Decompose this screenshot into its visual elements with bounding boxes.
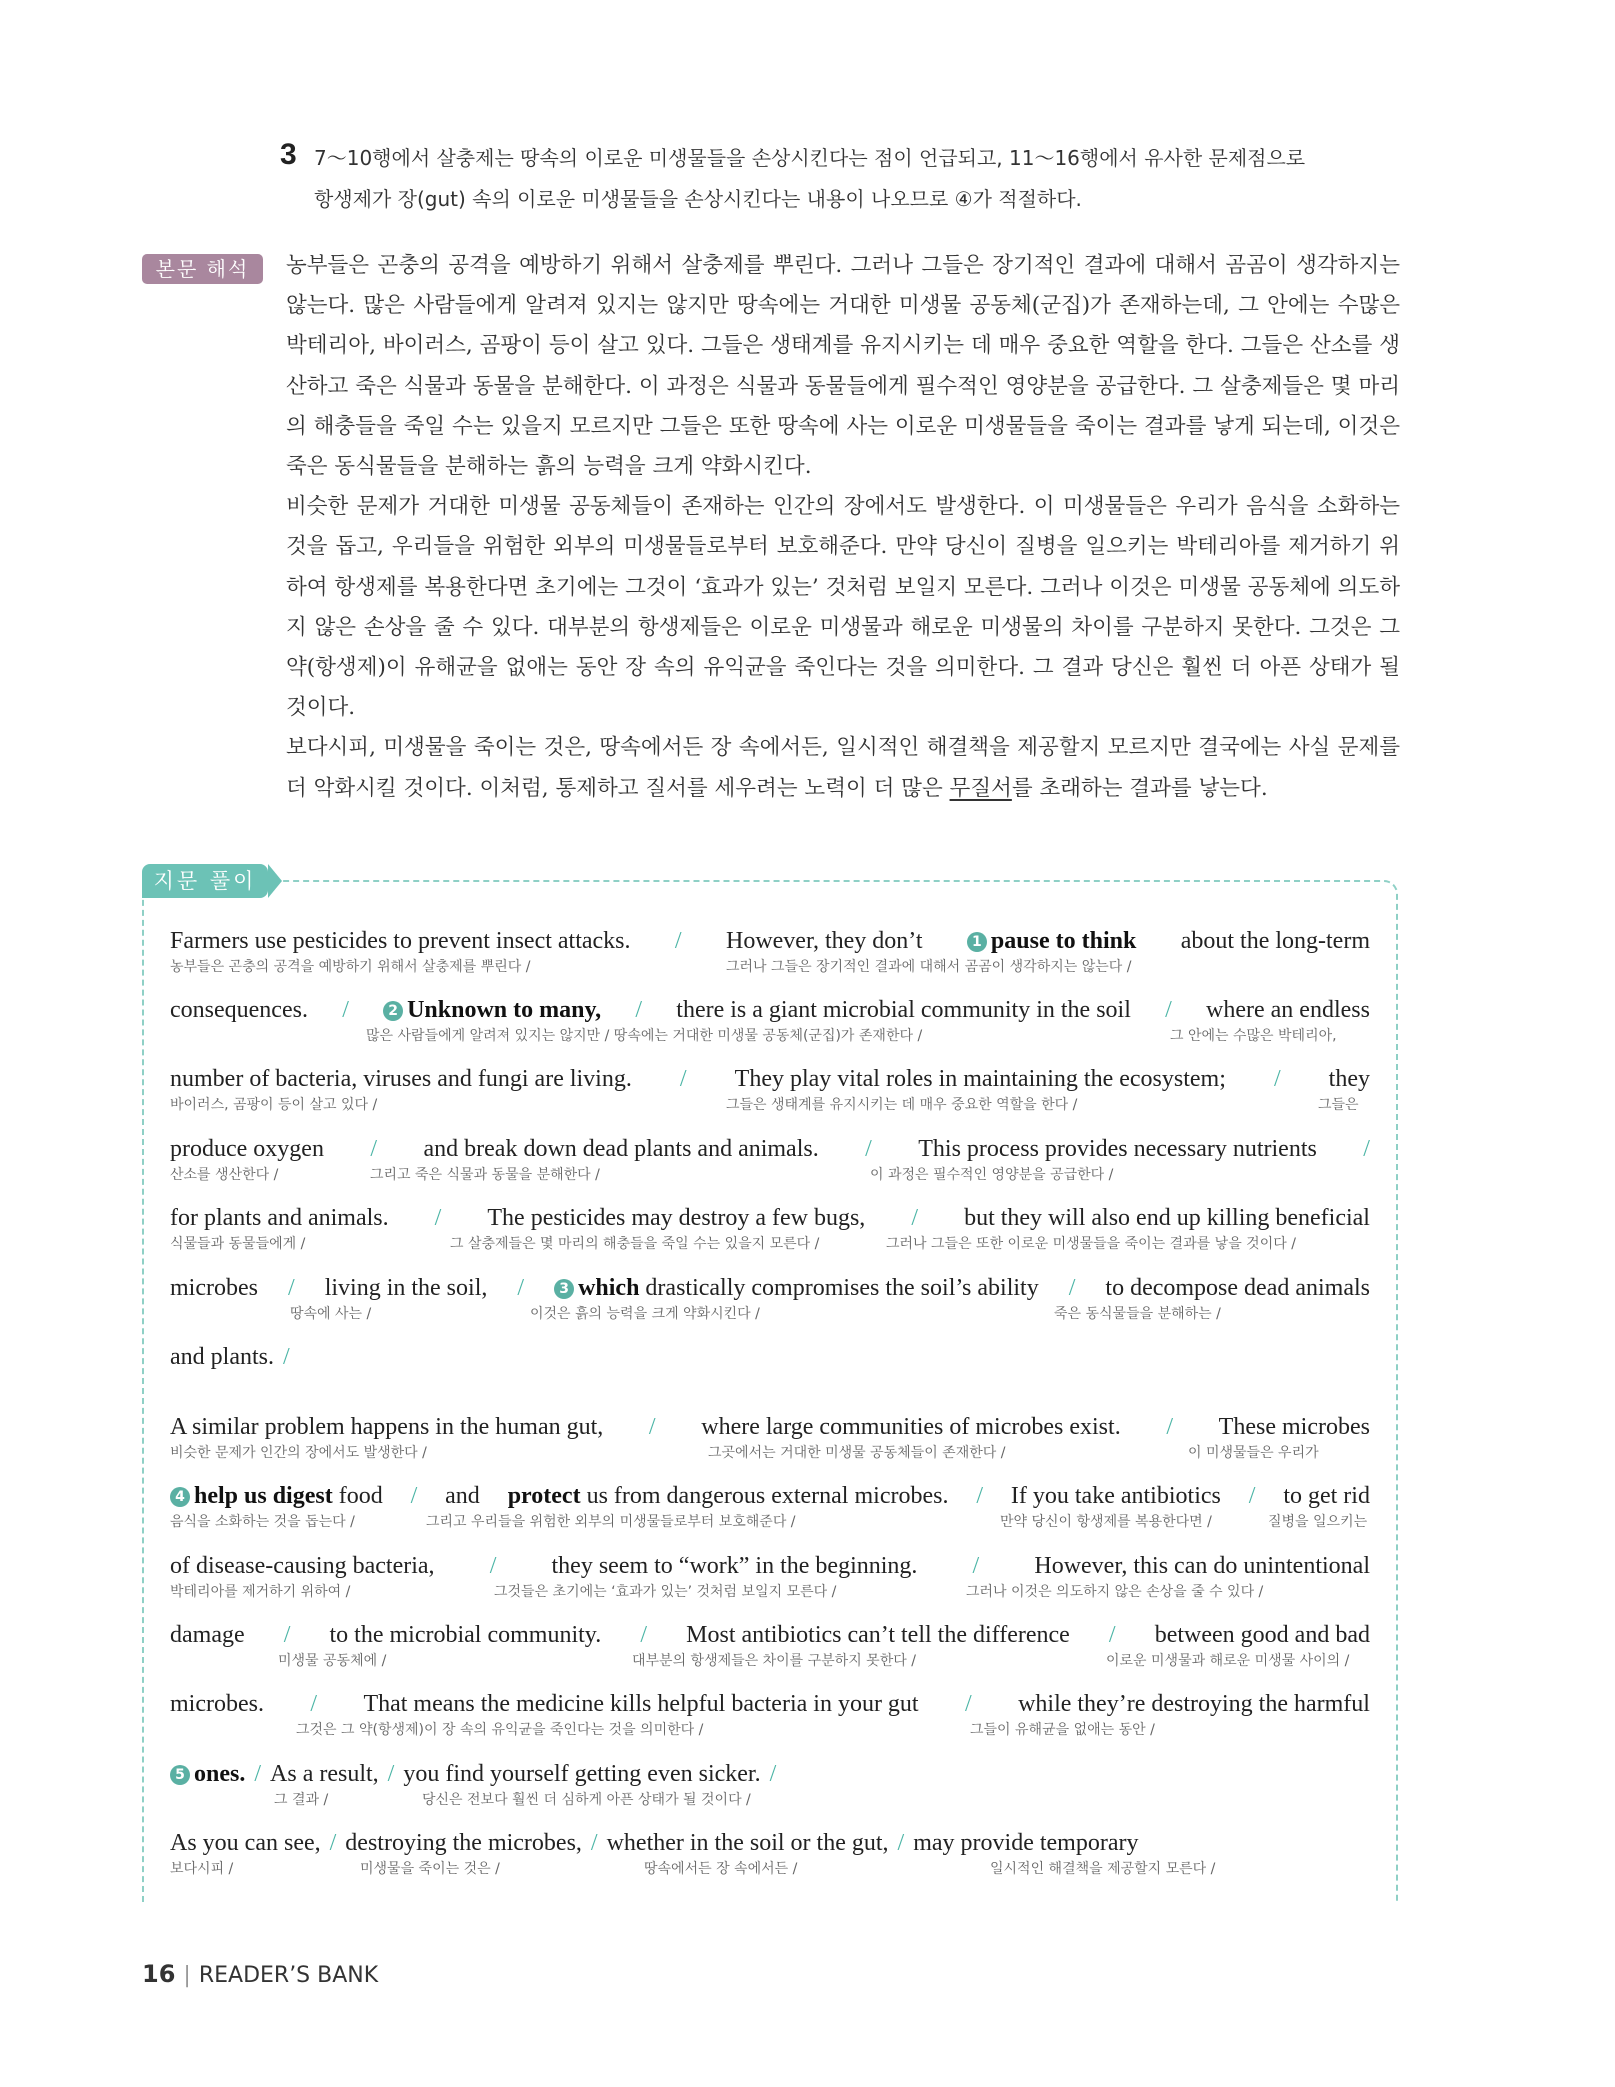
english-chunk: about the long-term xyxy=(1180,928,1370,954)
korean-gloss xyxy=(170,1858,1370,1880)
korean-gloss xyxy=(170,1789,1370,1811)
korean-chunk: 땅속에서든 장 속에서든 / xyxy=(644,1861,798,1877)
korean-chunk: 일시적인 해결책을 제공할지 모른다 / xyxy=(990,1861,1216,1877)
note-number-badge: 4 xyxy=(170,1487,190,1507)
chunk-slash: / xyxy=(342,997,349,1023)
korean-chunk: 질병을 일으키는 xyxy=(1268,1514,1368,1530)
korean-chunk: 그 결과 / xyxy=(274,1792,329,1808)
analysis-line xyxy=(170,1620,1370,1672)
korean-chunk: 땅속에 사는 / xyxy=(290,1306,372,1322)
analysis-line xyxy=(170,1481,1370,1533)
english-chunk: living in the soil, xyxy=(324,1275,488,1301)
english-sentence xyxy=(170,1273,1370,1303)
english-chunk: These microbes xyxy=(1218,1414,1370,1440)
korean-gloss xyxy=(170,1094,1370,1116)
english-chunk: A similar problem happens in the human gut, xyxy=(170,1414,604,1440)
key-phrase xyxy=(170,1759,245,1789)
english-chunk: consequences. xyxy=(170,997,308,1023)
analysis-tab: 지문 풀이 xyxy=(142,864,268,898)
english-chunk: damage xyxy=(170,1622,245,1648)
chunk-slash: / xyxy=(410,1483,418,1509)
english-chunk: microbes. xyxy=(170,1691,264,1717)
korean-gloss xyxy=(170,1025,1370,1047)
english-chunk: between good and bad xyxy=(1154,1622,1370,1648)
translation-p3-after: 를 초래하는 결과를 낳는다. xyxy=(1011,775,1268,801)
korean-chunk: 그 살충제들은 몇 마리의 해충들을 죽일 수는 있을지 모른다 / xyxy=(450,1236,820,1252)
english-chunk: they seem to “work” in the beginning. xyxy=(551,1553,918,1579)
english-chunk: but they will also end up killing beneficial xyxy=(964,1205,1370,1231)
translation-paragraph-3 xyxy=(286,728,1400,808)
analysis-line xyxy=(170,1273,1370,1325)
korean-chunk: 산소를 생산한다 / xyxy=(170,1167,279,1183)
english-sentence xyxy=(170,1342,1370,1372)
chunk-slash: / xyxy=(972,1553,980,1579)
analysis-line xyxy=(170,1064,1370,1116)
english-chunk: destroying the microbes, xyxy=(345,1830,582,1856)
korean-chunk: 그리고 우리들을 위험한 외부의 미생물들로부터 보호해준다 / xyxy=(426,1514,796,1530)
chunk-slash: / xyxy=(288,1275,295,1301)
english-chunk: number of bacteria, viruses and fungi are living. xyxy=(170,1066,632,1092)
english-chunk: to get rid xyxy=(1283,1483,1370,1509)
chunk-slash: / xyxy=(329,1830,337,1856)
english-chunk: As you can see, xyxy=(170,1830,321,1856)
english-sentence xyxy=(170,926,1370,956)
key-expression: ones. xyxy=(194,1761,246,1787)
analysis-line xyxy=(170,1203,1370,1255)
korean-chunk: 보다시피 / xyxy=(170,1861,234,1877)
english-chunk: whether in the soil or the gut, xyxy=(606,1830,889,1856)
note-number-badge: 3 xyxy=(554,1279,574,1299)
answer-number: 3 xyxy=(280,138,297,171)
answer-line-1: 7～10행에서 살충제는 땅속의 이로운 미생물들을 손상시킨다는 점이 언급되고, 11～16행에서 유사한 문제점으로 xyxy=(314,146,1306,170)
chunk-slash: / xyxy=(674,928,682,954)
key-expression: help us digest xyxy=(194,1483,333,1509)
translation-body xyxy=(286,246,1400,809)
chunk-slash: / xyxy=(254,1761,262,1787)
chunk-slash: / xyxy=(1166,1414,1174,1440)
korean-chunk: 농부들은 곤충의 공격을 예방하기 위해서 살충제를 뿌린다 / xyxy=(170,959,531,975)
translation-badge: 본문 해석 xyxy=(142,254,263,284)
english-sentence xyxy=(170,1064,1370,1094)
chunk-slash: / xyxy=(434,1205,442,1231)
korean-chunk: 그리고 죽은 식물과 동물을 분해한다 / xyxy=(370,1167,600,1183)
korean-gloss xyxy=(170,1650,1370,1672)
korean-chunk: 그것들은 초기에는 ‘효과가 있는’ 것처럼 보일지 모른다 / xyxy=(494,1584,837,1600)
english-chunk: to decompose dead animals xyxy=(1105,1275,1370,1301)
key-expression: which xyxy=(578,1275,640,1301)
note-number-badge: 5 xyxy=(170,1765,190,1785)
chunk-slash: / xyxy=(1273,1066,1281,1092)
page-footer xyxy=(142,1960,378,1988)
key-expression: protect xyxy=(507,1483,581,1509)
korean-chunk: 그것은 그 약(항생제)이 장 속의 유익균을 죽인다는 것을 의미한다 / xyxy=(296,1722,704,1738)
key-phrase xyxy=(967,926,1136,956)
translation-paragraph-2: 비슷한 문제가 거대한 미생물 공동체들이 존재하는 인간의 장에서도 발생한다. 이 미생물들은 우리가 음식을 소화하는 것을 돕고, 우리들을 위험한 외부의 미생물들로부터 보호해준다. 만약 당신이 질병을 일으키는 박테리아를 제거하기 위하여 항생제를 복용한다면 초기에는 그것이 ‘효과가 있는’ 것처럼 보일지 모른다. 그러나 이것은 미생물 공동체에 의도하지 않은 손상을 줄 수 있다. 대부분의 항생제들은 이로운 미생물과 해로운 미생물의 차이를 구분하지 못한다. 그것은 그 약(항생제)이 유해균을 없애는 동안 장 속의 유익균을 죽인다는 것을 의미한다. 그 결과 당신은 훨씬 더 아픈 상태가 될 것이다. xyxy=(286,494,1400,721)
key-phrase: 4 help us digest food xyxy=(170,1481,383,1511)
korean-chunk: 만약 당신이 항생제를 복용한다면 / xyxy=(1000,1514,1212,1530)
english-chunk: They play vital roles in maintaining the ecosystem; xyxy=(734,1066,1226,1092)
chunk-slash: / xyxy=(282,1344,290,1370)
korean-chunk: 그 안에는 수많은 박테리아, xyxy=(1170,1028,1337,1044)
key-expression: pause to think xyxy=(990,928,1137,954)
english-chunk: you find yourself getting even sicker. xyxy=(403,1761,761,1787)
analysis-line xyxy=(170,1134,1370,1186)
analysis-line xyxy=(170,1759,1370,1811)
key-phrase: protect us from dangerous external microbes. xyxy=(507,1483,949,1509)
english-chunk: Farmers use pesticides to prevent insect attacks. xyxy=(170,928,631,954)
english-chunk: may provide temporary xyxy=(913,1830,1139,1856)
korean-chunk: 그러나 그들은 또한 이로운 미생물들을 죽이는 결과를 낳을 것이다 / xyxy=(886,1236,1296,1252)
english-sentence xyxy=(170,1828,1370,1858)
english-chunk: and xyxy=(445,1483,480,1509)
english-chunk: where large communities of microbes exist. xyxy=(701,1414,1121,1440)
korean-chunk: 비슷한 문제가 인간의 장에서도 발생한다 / xyxy=(170,1445,427,1461)
analysis-line xyxy=(170,1342,1370,1394)
key-phrase: 3 which drastically compromises the soil’s ability xyxy=(554,1273,1039,1303)
chunk-slash: / xyxy=(1068,1275,1076,1301)
analysis-line xyxy=(170,995,1370,1047)
english-sentence xyxy=(170,995,1370,1025)
korean-chunk: 그러나 그들은 장기적인 결과에 대해서 곰곰이 생각하지는 않는다 / xyxy=(726,959,1132,975)
korean-chunk: 그들이 유해균을 없애는 동안 / xyxy=(970,1722,1155,1738)
english-chunk: The pesticides may destroy a few bugs, xyxy=(487,1205,866,1231)
chunk-slash: / xyxy=(865,1136,872,1162)
english-chunk: and plants. xyxy=(170,1344,274,1370)
korean-chunk: 식물들과 동물들에게 / xyxy=(170,1236,306,1252)
korean-gloss xyxy=(170,1164,1370,1186)
korean-chunk: 미생물을 죽이는 것은 / xyxy=(360,1861,500,1877)
english-sentence xyxy=(170,1620,1370,1650)
key-expression: Unknown to many, xyxy=(407,997,602,1023)
chunk-slash: / xyxy=(489,1553,497,1579)
korean-gloss xyxy=(170,1581,1370,1603)
english-sentence xyxy=(170,1551,1370,1581)
chunk-slash: / xyxy=(976,1483,984,1509)
english-chunk: produce oxygen xyxy=(170,1136,324,1162)
chunk-slash: / xyxy=(1165,997,1172,1023)
korean-chunk: 이것은 흙의 능력을 크게 약화시킨다 / xyxy=(530,1306,760,1322)
english-chunk: for plants and animals. xyxy=(170,1205,389,1231)
chunk-slash: / xyxy=(897,1830,905,1856)
korean-chunk: 이 과정은 필수적인 영양분을 공급한다 / xyxy=(870,1167,1114,1183)
book-title: READER’S BANK xyxy=(198,1963,379,1988)
english-sentence xyxy=(170,1134,1370,1164)
analysis-line xyxy=(170,1551,1370,1603)
english-chunk: However, this can do unintentional xyxy=(1034,1553,1370,1579)
translation-paragraph-1: 농부들은 곤충의 공격을 예방하기 위해서 살충제를 뿌린다. 그러나 그들은 장기적인 결과에 대해서 곰곰이 생각하지는 않는다. 많은 사람들에게 알려져 있지는 않지만 땅속에는 거대한 미생물 공동체(군집)가 존재하는데, 그 안에는 수많은 박테리아, 바이러스, 곰팡이 등이 살고 있다. 그들은 생태계를 유지시키는 데 매우 중요한 역할을 한다. 그들은 산소를 생산하고 죽은 식물과 동물을 분해한다. 이 과정은 식물과 동물들에게 필수적인 영양분을 공급한다. 그 살충제들은 몇 마리의 해충들을 죽일 수는 있을지 모르지만 그들은 또한 땅속에 사는 이로운 미생물들을 죽이는 결과를 낳게 되는데, 이것은 죽은 동식물들을 분해하는 흙의 능력을 크게 약화시킨다. xyxy=(286,253,1400,480)
chunk-slash: / xyxy=(590,1830,598,1856)
english-chunk: of disease-causing bacteria, xyxy=(170,1553,435,1579)
key-phrase xyxy=(383,995,601,1025)
english-sentence xyxy=(170,1203,1370,1233)
chunk-slash: / xyxy=(635,997,643,1023)
korean-chunk: 이로운 미생물과 해로운 미생물 사이의 / xyxy=(1106,1653,1350,1669)
english-chunk: while they’re destroying the harmful xyxy=(1018,1691,1370,1717)
korean-gloss xyxy=(170,1511,1370,1533)
chunk-slash: / xyxy=(911,1205,919,1231)
korean-chunk: 음식을 소화하는 것을 돕는다 / xyxy=(170,1514,355,1530)
english-chunk: Most antibiotics can’t tell the difference xyxy=(686,1622,1070,1648)
analysis-line xyxy=(170,1412,1370,1464)
korean-gloss xyxy=(170,956,1370,978)
chunk-slash: / xyxy=(769,1761,777,1787)
chunk-slash: / xyxy=(965,1691,972,1717)
korean-chunk: 그러나 이것은 의도하지 않은 손상을 줄 수 있다 / xyxy=(966,1584,1264,1600)
english-chunk: they xyxy=(1328,1066,1370,1092)
english-chunk: If you take antibiotics xyxy=(1010,1483,1221,1509)
korean-chunk: 박테리아를 제거하기 위하여 / xyxy=(170,1584,351,1600)
answer-line-2: 항생제가 장(gut) 속의 이로운 미생물들을 손상시킨다는 내용이 나오므로 ④가 적절하다. xyxy=(314,187,1082,211)
chunk-slash: / xyxy=(370,1136,378,1162)
chunk-slash: / xyxy=(1363,1136,1370,1162)
chunk-slash: / xyxy=(1248,1483,1256,1509)
korean-chunk: 그들은 xyxy=(1318,1097,1359,1113)
english-sentence xyxy=(170,1689,1370,1719)
english-chunk: microbes xyxy=(170,1275,258,1301)
korean-chunk: 그곳에서는 거대한 미생물 공동체들이 존재한다 / xyxy=(708,1445,1006,1461)
chunk-slash: / xyxy=(1108,1622,1116,1648)
chunk-slash: / xyxy=(310,1691,318,1717)
korean-chunk: 미생물 공동체에 / xyxy=(278,1653,387,1669)
chunk-slash: / xyxy=(283,1622,291,1648)
korean-gloss xyxy=(170,1303,1370,1325)
korean-gloss xyxy=(170,1442,1370,1464)
english-sentence xyxy=(170,1412,1370,1442)
english-chunk: there is a giant microbial community in the soil xyxy=(676,997,1131,1023)
english-sentence xyxy=(170,1481,1370,1511)
analysis-line xyxy=(170,1828,1370,1880)
chunk-slash: / xyxy=(679,1066,687,1092)
english-chunk: That means the medicine kills helpful bacteria in your gut xyxy=(363,1691,919,1717)
note-number-badge: 1 xyxy=(967,932,987,952)
english-chunk: However, they don’t xyxy=(725,928,923,954)
answer-explanation xyxy=(314,138,1402,220)
korean-chunk: 대부분의 항생제들은 차이를 구분하지 못한다 / xyxy=(632,1653,916,1669)
korean-gloss xyxy=(170,1719,1370,1741)
note-number-badge: 2 xyxy=(383,1001,403,1021)
korean-gloss xyxy=(170,1372,1370,1394)
english-chunk: This process provides necessary nutrients xyxy=(918,1136,1317,1162)
english-chunk: and break down dead plants and animals. xyxy=(423,1136,819,1162)
chunk-slash: / xyxy=(640,1622,648,1648)
english-chunk: As a result, xyxy=(270,1761,379,1787)
footer-separator: | xyxy=(183,1963,191,1988)
chunk-slash: / xyxy=(648,1414,656,1440)
chunk-slash: / xyxy=(517,1275,525,1301)
korean-chunk: 이 미생물들은 우리가 xyxy=(1188,1445,1319,1461)
answer-section xyxy=(282,138,1402,220)
korean-chunk: 당신은 전보다 훨씬 더 심하게 아픈 상태가 될 것이다 / xyxy=(422,1792,751,1808)
page-number: 16 xyxy=(142,1960,176,1988)
korean-gloss xyxy=(170,1233,1370,1255)
korean-chunk: 많은 사람들에게 알려져 있지는 않지만 / 땅속에는 거대한 미생물 공동체(군집)가 존재한다 / xyxy=(366,1028,923,1044)
korean-chunk: 그들은 생태계를 유지시키는 데 매우 중요한 역할을 한다 / xyxy=(726,1097,1078,1113)
korean-chunk: 죽은 동식물들을 분해하는 / xyxy=(1054,1306,1221,1322)
korean-chunk: 바이러스, 곰팡이 등이 살고 있다 / xyxy=(170,1097,378,1113)
translation-p3-before: 보다시피, 미생물을 죽이는 것은, 땅속에서든 장 속에서든, 일시적인 해결책을 제공할지 모르지만 결국에는 사실 문제를 더 악화시킬 것이다. 이처럼, 통제하고 질서를 세우려는 노력이 더 많은 xyxy=(286,735,1400,801)
analysis-line xyxy=(170,1689,1370,1741)
english-sentence xyxy=(170,1759,1370,1789)
english-chunk: where an endless xyxy=(1206,997,1370,1023)
chunk-slash: / xyxy=(387,1761,395,1787)
analysis-line xyxy=(170,926,1370,978)
english-chunk: to the microbial community. xyxy=(329,1622,602,1648)
translation-p3-underlined: 무질서 xyxy=(949,775,1012,801)
